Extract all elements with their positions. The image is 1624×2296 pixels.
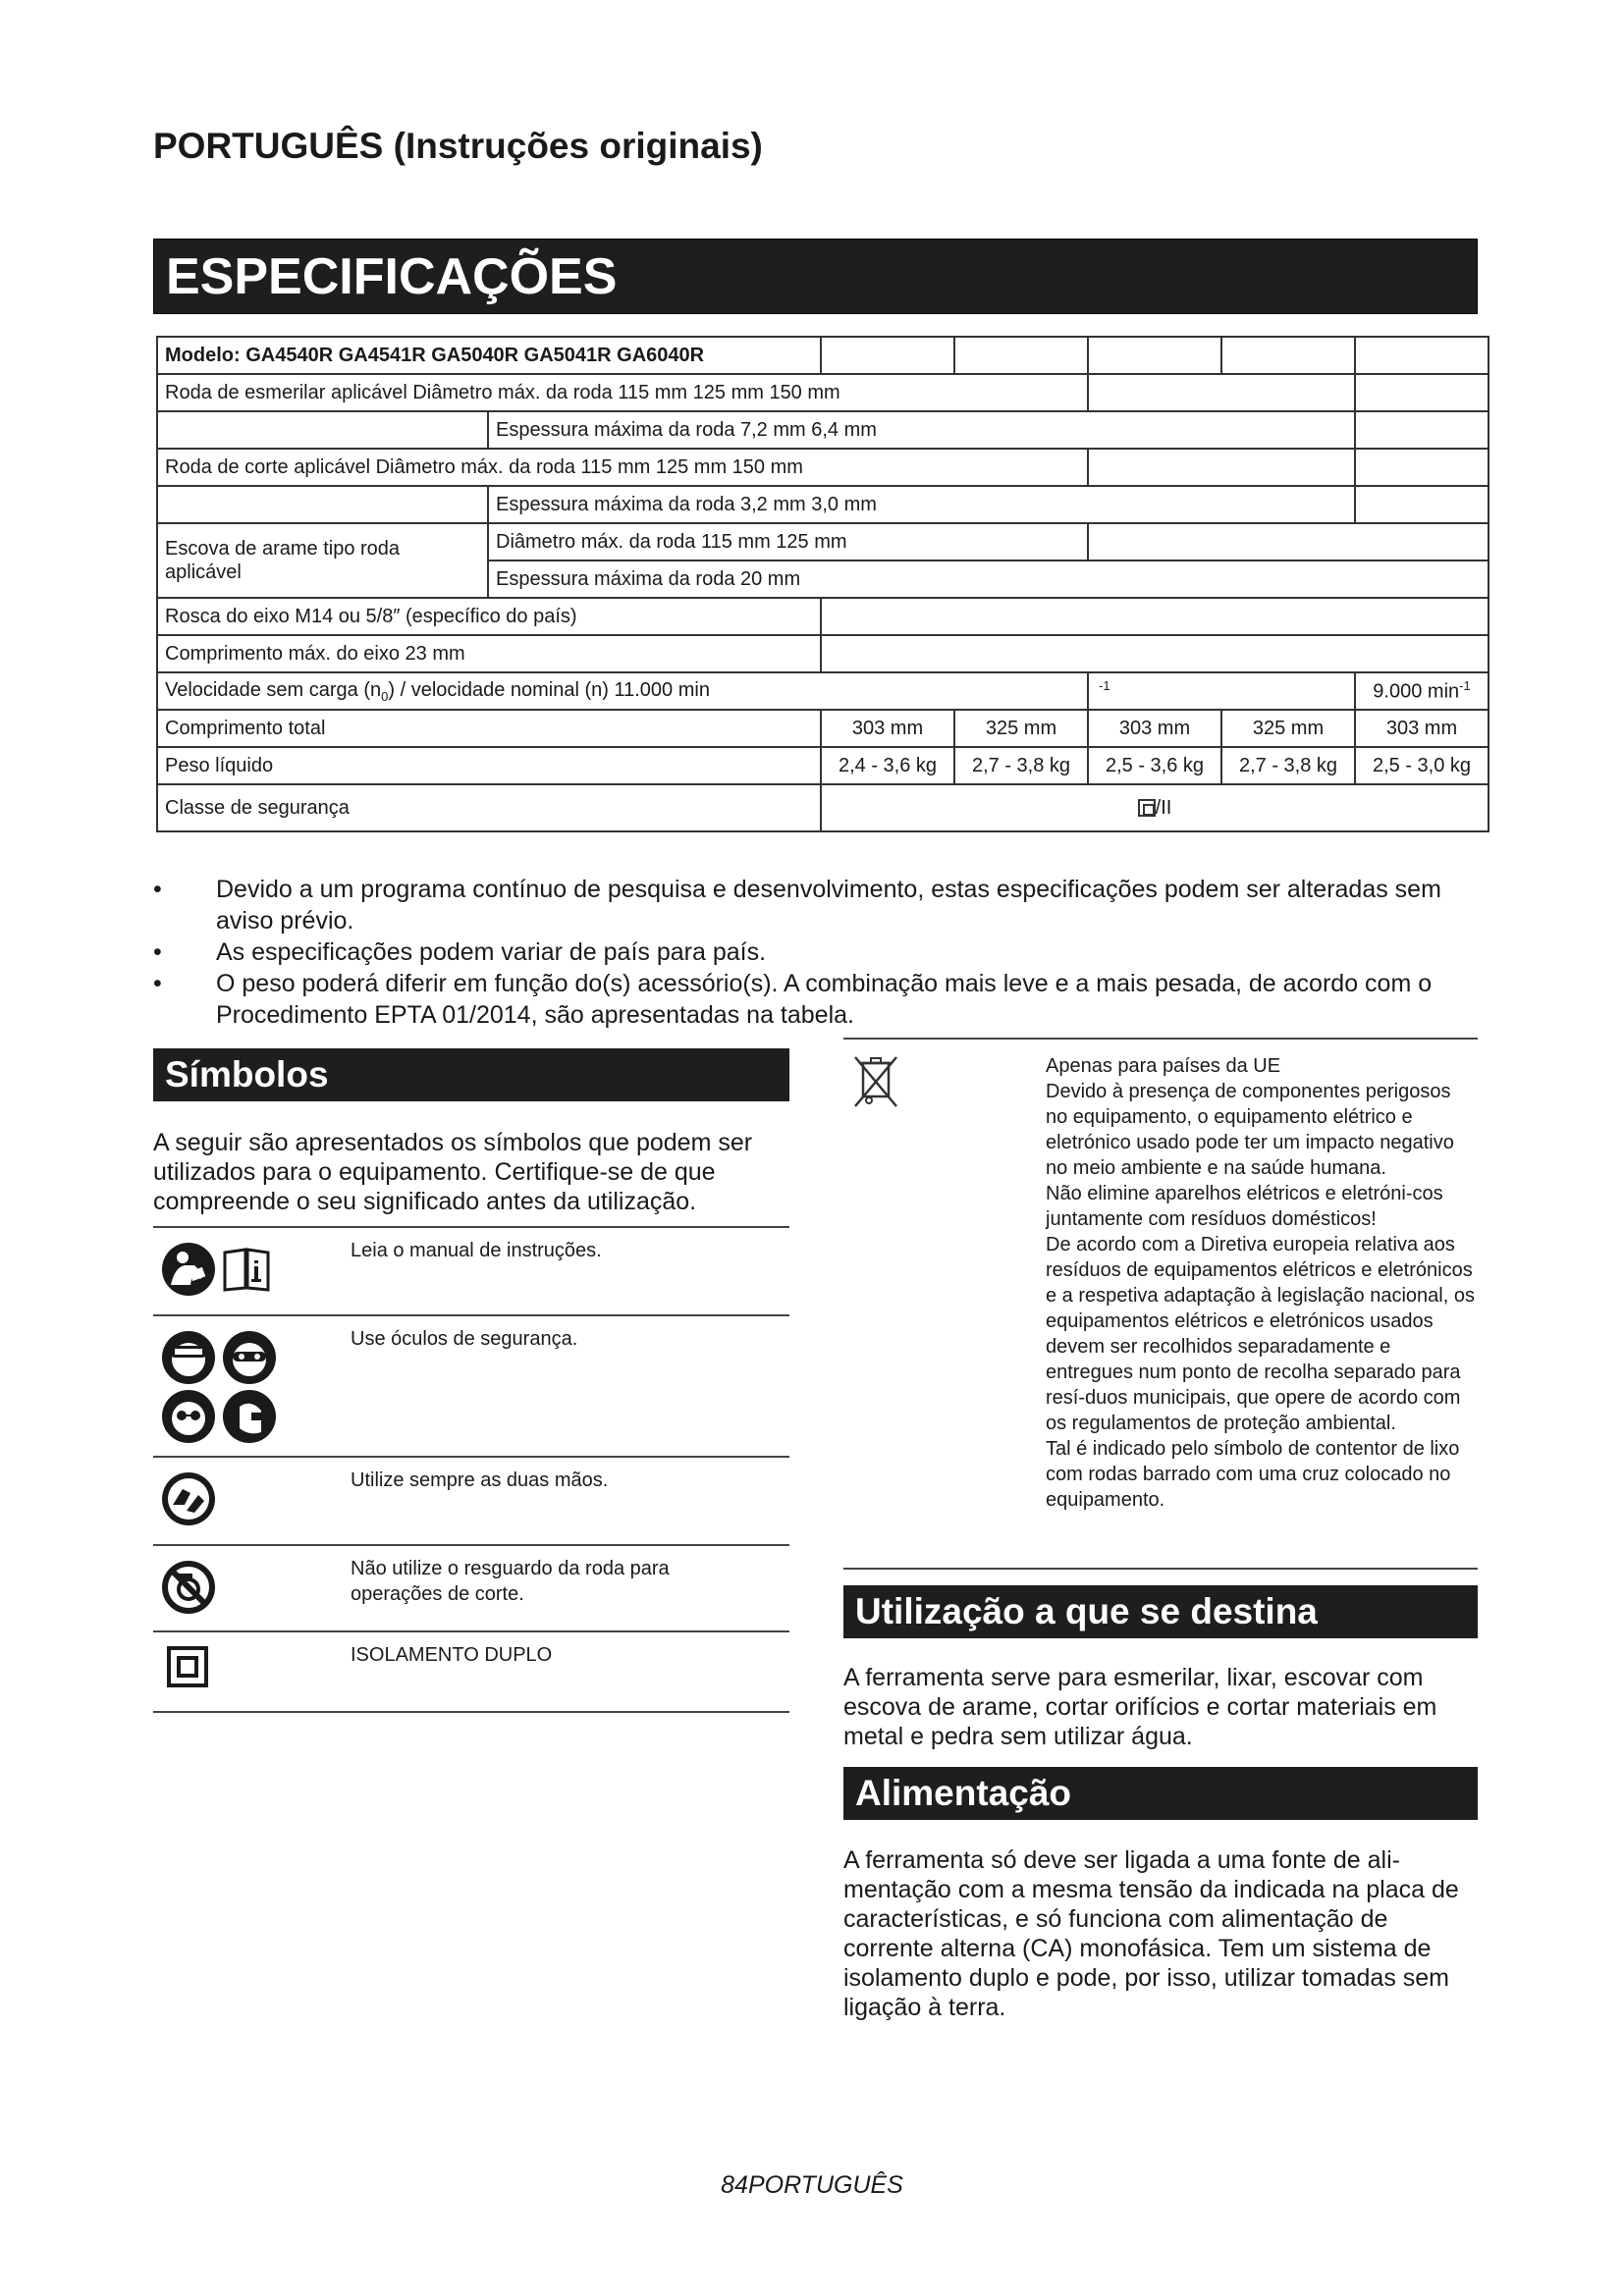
cutting-wheel-thickness: Espessura máxima da roda 3,2 mm 3,0 mm	[488, 486, 1355, 523]
symbol-row	[153, 1631, 789, 1712]
two-hands-icon	[161, 1471, 216, 1526]
symbol-description: Utilize sempre as duas mãos.	[351, 1457, 789, 1545]
power-supply-heading: Alimentação	[843, 1767, 1478, 1820]
side-shield-icon	[222, 1389, 277, 1444]
intended-use-heading: Utilização a que se destina	[843, 1585, 1478, 1638]
symbol-description: Não utilize o resguardo da roda para operações de corte.	[351, 1545, 789, 1631]
table-row	[157, 672, 1489, 710]
table-cell: 325 mm	[1221, 710, 1355, 747]
page-title: PORTUGUÊS (Instruções originais)	[153, 126, 763, 166]
wire-brush-thickness: Espessura máxima da roda 20 mm	[488, 561, 1489, 598]
weee-notice	[843, 1038, 1478, 1570]
manual-book-icon	[222, 1247, 271, 1292]
table-row	[157, 411, 1489, 449]
symbol-row	[153, 1315, 789, 1457]
glasses-icon	[161, 1389, 216, 1444]
no-load-speed: Velocidade sem carga $(n_0)$ / velocidade nominal (n) 11.000 min	[157, 672, 1088, 710]
table-row	[157, 449, 1489, 486]
table-row	[157, 523, 1489, 561]
table-cell: 303 mm	[1088, 710, 1221, 747]
double-insulation-icon	[167, 1646, 208, 1687]
table-cell: 303 mm	[1355, 710, 1489, 747]
table-cell: 2,5 - 3,6 kg	[1088, 747, 1221, 784]
table-row	[157, 784, 1489, 831]
intended-use-text: A ferramenta serve para esmerilar, lixar, escovar com escova de arame, cortar orifícios e cortar materiais em metal e pedra sem utilizar água.	[843, 1664, 1437, 1750]
wire-brush-group-label: Escova de arame tipo roda aplicável	[157, 523, 488, 598]
cutting-wheel-diameter: Roda de corte aplicável Diâmetro máx. da roda 115 mm 125 mm 150 mm	[157, 449, 1088, 486]
symbols-intro: A seguir são apresentados os símbolos que podem ser utilizados para o equipamento. Certifique-se de que compreende o seu significado antes da utilização.	[153, 1129, 753, 1215]
list-item: • As especificações podem variar de país para país.	[153, 938, 767, 966]
crossed-bin-icon	[853, 1053, 898, 1108]
page-footer: 84PORTUGUÊS	[721, 2171, 903, 2199]
symbol-description: Use óculos de segurança.	[351, 1315, 789, 1457]
safety-glasses-icon	[153, 1326, 350, 1444]
spindle-thread: Rosca do eixo M14 ou 5/8″ (específico do país)	[157, 598, 821, 635]
specifications-banner: ESPECIFICAÇÕES	[153, 239, 1478, 314]
table-cell: 2,5 - 3,0 kg	[1355, 747, 1489, 784]
grinding-wheel-thickness: Espessura máxima da roda 7,2 mm 6,4 mm	[488, 411, 1355, 449]
speed-unit-exponent: -1	[1099, 678, 1110, 694]
table-cell: 2,7 - 3,8 kg	[954, 747, 1088, 784]
spec-notes	[153, 874, 1479, 1031]
grinding-wheel-diameter: Roda de esmerilar aplicável Diâmetro máx. da roda 115 mm 125 mm 150 mm	[157, 374, 1088, 411]
symbol-row	[153, 1545, 789, 1631]
net-weight-label: Peso líquido	[157, 747, 821, 784]
read-manual-icon	[161, 1242, 216, 1297]
no-wheel-guard-icon	[161, 1560, 216, 1615]
table-row	[157, 598, 1489, 635]
power-supply-text: A ferramenta só deve ser ligada a uma fonte de ali-mentação com a mesma tensão da indicada na placa de características, e só funciona com alimentação de corrente alterna (CA) monofásica. Tem um sistema de isolamento duplo e pode, por isso, utilizar tomadas sem ligação à terra.	[843, 1846, 1459, 2021]
safety-class-value: /II	[821, 784, 1489, 831]
model-label: Modelo: GA4540R GA4541R GA5040R GA5041R GA6040R	[157, 337, 821, 374]
table-row	[157, 747, 1489, 784]
symbol-description: ISOLAMENTO DUPLO	[351, 1631, 789, 1712]
table-row	[157, 486, 1489, 523]
table-row	[157, 337, 1489, 374]
double-insulation-icon	[1138, 799, 1156, 817]
symbols-table	[153, 1226, 789, 1713]
table-cell: 2,7 - 3,8 kg	[1221, 747, 1355, 784]
wire-brush-diameter: Diâmetro máx. da roda 115 mm 125 mm	[488, 523, 1088, 561]
table-row	[157, 710, 1489, 747]
safety-class-label: Classe de segurança	[157, 784, 821, 831]
list-item: • O peso poderá diferir em função do(s) acessório(s). A combinação mais leve e a mais pesada, de acordo com o Procedimento EPTA 01/2014, são apresentadas na tabela.	[153, 970, 1433, 1029]
symbol-description: Leia o manual de instruções.	[351, 1227, 789, 1315]
symbol-row	[153, 1227, 789, 1315]
table-row	[157, 374, 1489, 411]
specifications-table	[156, 336, 1489, 832]
table-row	[157, 635, 1489, 672]
weee-text: Apenas para países da UE Devido à presença de componentes perigosos no equipamento, o equipamento elétrico e eletrónico usado pode ter um impacto negativo no meio ambiente e na saúde humana. Não elimine aparelhos elétricos e eletróni-cos juntamente com resíduos domésticos! De acordo com a Diretiva europeia relativa aos resíduos de equipamentos elétricos e eletrónicos e a respetiva adaptação à legislação nacional, os equipamentos elétricos e eletrónicos usados devem ser recolhidos separadamente e entregues num ponto de recolha separado para resí-duos municipais, que opere de acordo com os regulamentos de proteção ambiental. Tal é indicado pelo símbolo de contentor de lixo com rodas barrado com uma cruz colocado no equipamento.	[1046, 1055, 1475, 1511]
face-shield-icon	[161, 1330, 216, 1385]
list-item: • Devido a um programa contínuo de pesquisa e desenvolvimento, estas especificações podem ser alteradas sem aviso prévio.	[153, 876, 1441, 934]
speed-value: 9.000 $\min^{-1}$	[1355, 672, 1489, 710]
symbol-row	[153, 1457, 789, 1545]
table-cell: 2,4 - 3,6 kg	[821, 747, 954, 784]
table-cell: 325 mm	[954, 710, 1088, 747]
symbols-heading: Símbolos	[153, 1048, 789, 1101]
overall-length-label: Comprimento total	[157, 710, 821, 747]
goggles-icon	[222, 1330, 277, 1385]
table-cell: 303 mm	[821, 710, 954, 747]
spindle-length: Comprimento máx. do eixo 23 mm	[157, 635, 821, 672]
